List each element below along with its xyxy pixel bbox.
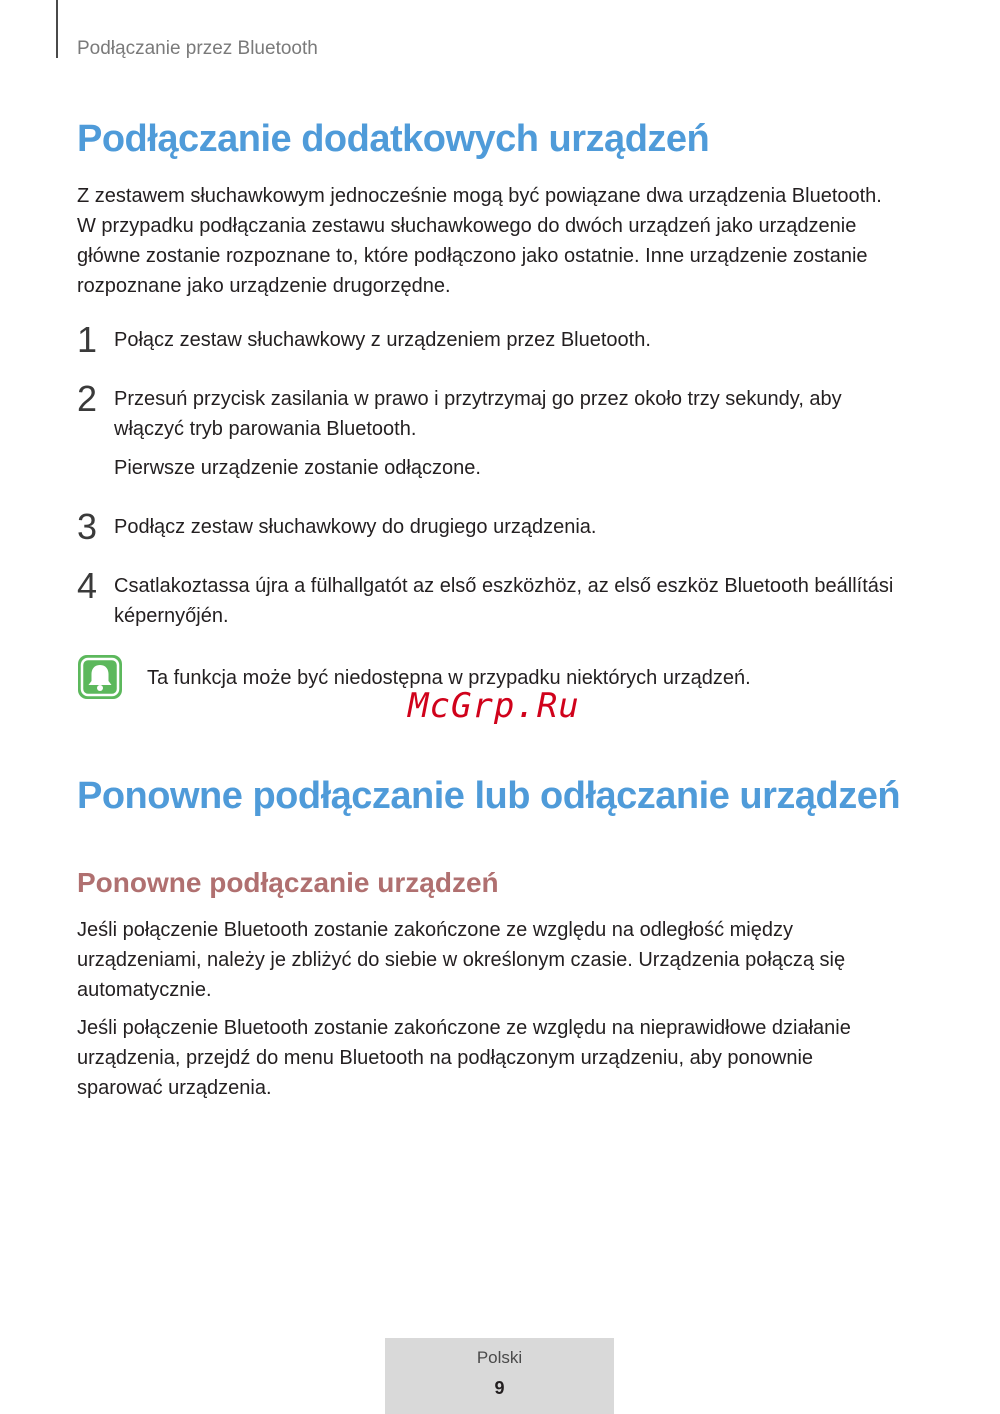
reconnect-paragraph-1: Jeśli połączenie Bluetooth zostanie zakończone ze względu na odległość między urządzeniami, należy je zbliżyć do siebie w określonym czasie. Urządzenia połączą się automatycznie. xyxy=(77,919,846,1001)
step-text: Csatlakoztassa újra a fülhallgatót az első eszközhöz, az első eszköz Bluetooth beállítási képernyőjén. xyxy=(114,575,894,627)
step-number: 3 xyxy=(77,506,98,547)
bell-icon xyxy=(76,653,124,701)
section-title-reconnect-disconnect: Ponowne podłączanie lub odłączanie urządzeń xyxy=(77,775,901,817)
page-footer xyxy=(385,1338,614,1414)
step-number: 2 xyxy=(77,378,98,419)
step-number: 4 xyxy=(77,565,98,606)
section-title-additional-devices: Podłączanie dodatkowych urządzeń xyxy=(77,118,710,160)
step-number: 1 xyxy=(77,319,98,360)
header-rule xyxy=(56,0,58,58)
running-header: Podłączanie przez Bluetooth xyxy=(77,38,318,59)
note-text: Ta funkcja może być niedostępna w przypadku niektórych urządzeń. xyxy=(147,667,751,689)
intro-paragraph: Z zestawem słuchawkowym jednocześnie mogą być powiązane dwa urządzenia Bluetooth. W przypadku podłączania zestawu słuchawkowego do dwóch urządzeń jako urządzenie główne zostanie rozpoznane to, które podłączono jako ostatnie. Inne urządzenie zostanie rozpoznane jako urządzenie drugorzędne. xyxy=(77,185,882,297)
watermark: McGrp.Ru xyxy=(408,686,580,726)
reconnect-paragraph-2: Jeśli połączenie Bluetooth zostanie zakończone ze względu na nieprawidłowe działanie urządzenia, przejdź do menu Bluetooth na podłączonym urządzeniu, aby ponownie sparować urządzenia. xyxy=(77,1017,851,1099)
footer-language: Polski xyxy=(476,1348,523,1367)
subsection-title-reconnect: Ponowne podłączanie urządzeń xyxy=(77,867,499,898)
step-text: Połącz zestaw słuchawkowy z urządzeniem przez Bluetooth. xyxy=(114,329,651,351)
step-text: Podłącz zestaw słuchawkowy do drugiego urządzenia. xyxy=(114,516,597,538)
step-subnote: Pierwsze urządzenie zostanie odłączone. xyxy=(114,457,481,479)
step-text: Przesuń przycisk zasilania w prawo i przytrzymaj go przez około trzy sekundy, aby włączyć tryb parowania Bluetooth. xyxy=(114,388,842,440)
page-number: 9 xyxy=(494,1378,505,1398)
